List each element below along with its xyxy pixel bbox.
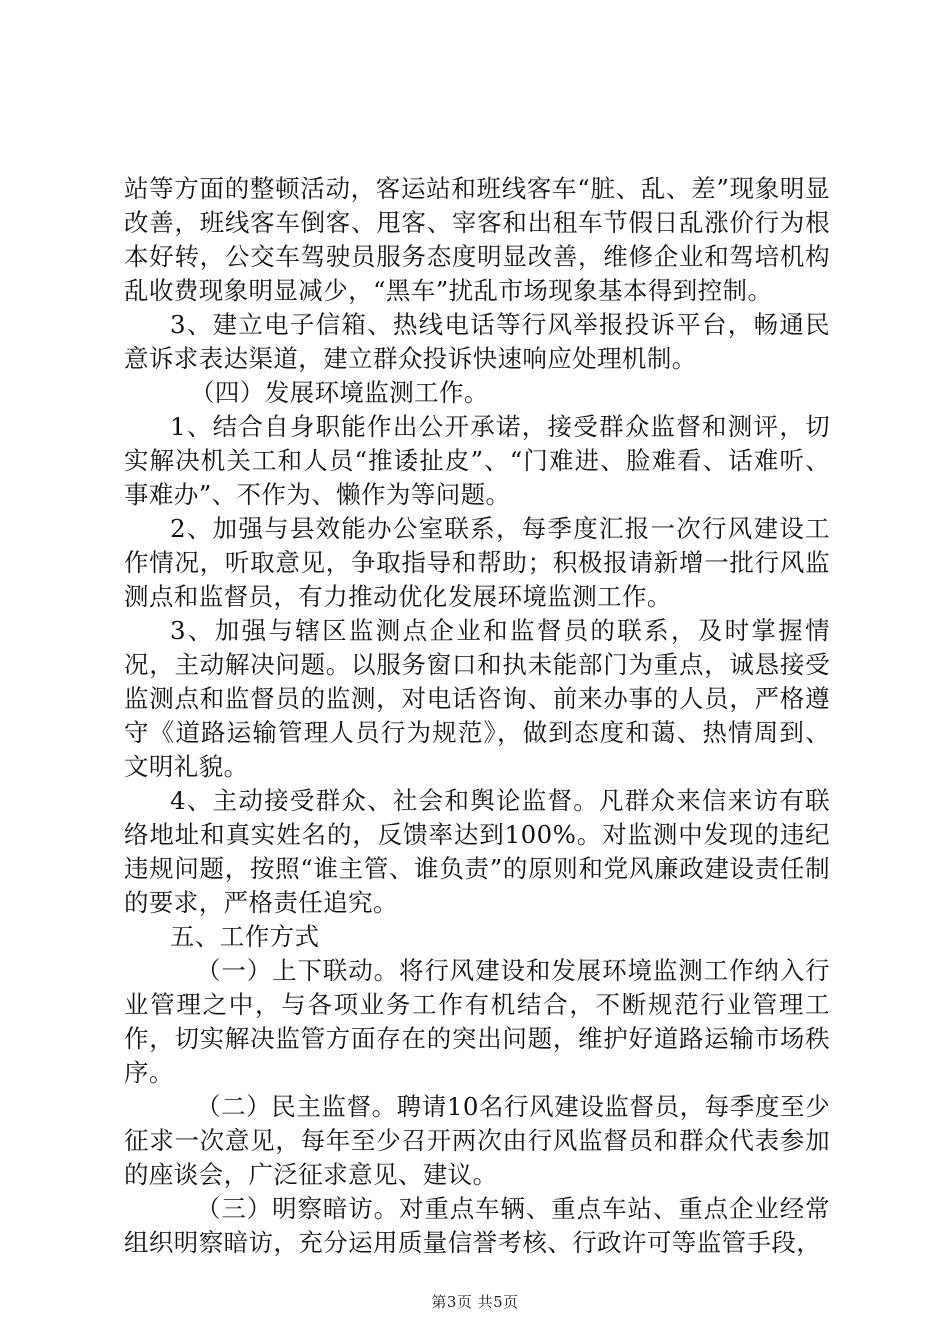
- paragraph-item-1: 1、结合自身职能作出公开承诺，接受群众监督和测评，切实解决机关工和人员“推诿扯皮”、“门难进、脸难看、话难听、事难办”、不作为、懒作为等问题。: [124, 412, 830, 509]
- paragraph-continuation: 站等方面的整顿活动，客运站和班线客车“脏、乱、差”现象明显改善，班线客车倒客、甩客、宰客和出租车节假日乱涨价行为根本好转，公交车驾驶员服务态度明显改善，维修企业和驾培机构乱收费现象明显减少，“黑车”扰乱市场现象基本得到控制。: [124, 174, 830, 305]
- document-body: [124, 172, 830, 1260]
- section-heading-5: 五、工作方式: [170, 922, 320, 951]
- section-heading-4: （四）发展环境监测工作。: [190, 378, 489, 407]
- paragraph-item-3-platform: 3、建立电子信箱、热线电话等行风举报投诉平台，畅通民意诉求表达渠道，建立群众投诉快速响应处理机制。: [124, 310, 830, 373]
- paragraph-method-1: （一）上下联动。将行风建设和发展环境监测工作纳入行业管理之中，与各项业务工作有机结合，不断规范行业管理工作，切实解决监管方面存在的突出问题，维护好道路运输市场秩序。: [124, 956, 830, 1087]
- paragraph-method-3: （三）明察暗访。对重点车辆、重点车站、重点企业经常组织明察暗访，充分运用质量信誉考核、行政许可等监管手段，: [124, 1194, 830, 1257]
- paragraph-item-3: 3、加强与辖区监测点企业和监督员的联系，及时掌握情况，主动解决问题。以服务窗口和执未能部门为重点，诚恳接受监测点和监督员的监测，对电话咨询、前来办事的人员，严格遵守《道路运输管理人员行为规范》，做到态度和蔼、热情周到、文明礼貌。: [124, 616, 830, 781]
- paragraph-item-2: 2、加强与县效能办公室联系，每季度汇报一次行风建设工作情况，听取意见，争取指导和帮助；积极报请新增一批行风监测点和监督员，有力推动优化发展环境监测工作。: [124, 514, 830, 611]
- paragraph-method-2: （二）民主监督。聘请10名行风建设监督员，每季度至少征求一次意见，每年至少召开两次由行风监督员和群众代表参加的座谈会，广泛征求意见、建议。: [124, 1092, 830, 1189]
- page-footer: 第3页 共5页: [431, 1293, 519, 1311]
- paragraph-item-4: 4、主动接受群众、社会和舆论监督。凡群众来信来访有联络地址和真实姓名的，反馈率达到100%。对监测中发现的违纪违规问题，按照“谁主管、谁负责”的原则和党风廉政建设责任制的要求，严格责任追究。: [124, 786, 830, 917]
